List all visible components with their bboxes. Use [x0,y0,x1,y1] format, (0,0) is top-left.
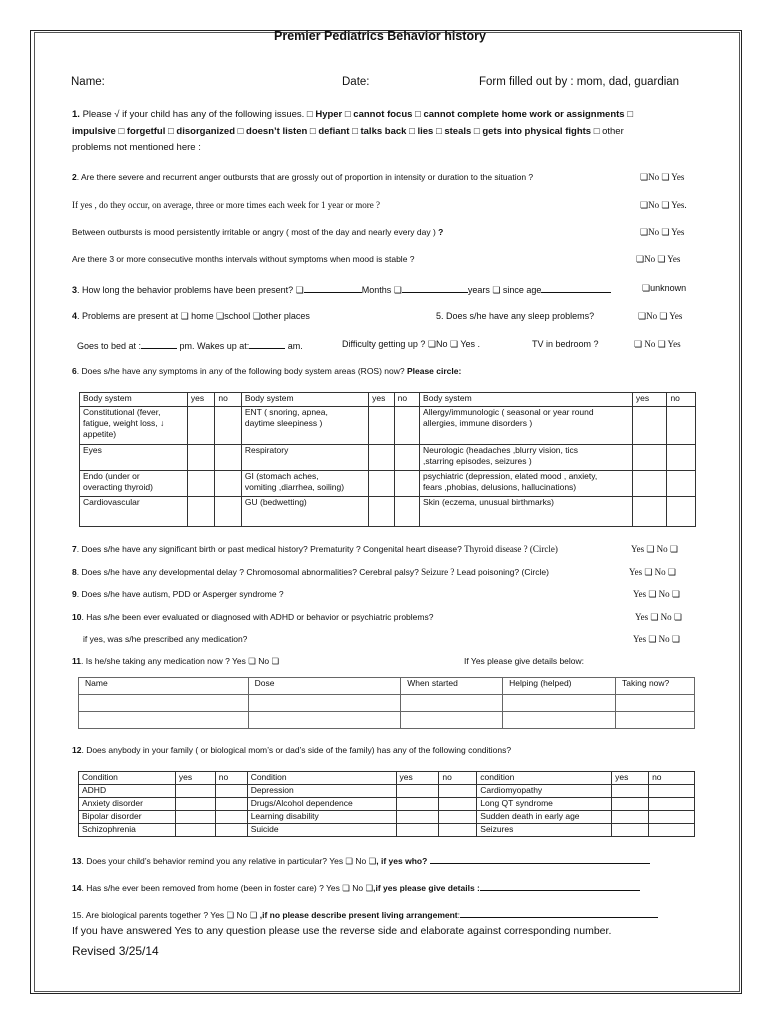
ros-cell: ENT ( snoring, apnea, daytime sleepiness ) [241,407,368,445]
ros-yes-box[interactable] [632,497,667,527]
family-row [79,811,695,824]
family-header: no [215,772,247,785]
family-no-box[interactable] [649,798,695,811]
meds-header: When started [401,678,503,695]
meds-header: Helping (helped) [503,678,616,695]
family-yes-box[interactable] [612,798,649,811]
ros-header: Body system [420,393,633,407]
ros-header: Body system [241,393,368,407]
family-yes-box[interactable] [175,798,215,811]
q2b-text: Between outbursts is mood persistently irritable or angry ( most of the day and nearly every day ) ? [72,227,444,237]
q3-months-field[interactable] [304,283,362,293]
q13-who-field[interactable] [430,854,650,864]
q7-answer[interactable]: Yes ❏ No ❏ [631,544,678,554]
meds-row[interactable] [79,712,695,729]
q1-line3: problems not mentioned here : [72,142,201,153]
family-yes-box[interactable] [396,824,439,837]
ros-no-box[interactable] [667,445,696,471]
sleep-times: Goes to bed at : pm. Wakes up at: am. [77,341,303,351]
family-no-box[interactable] [215,798,247,811]
ros-yes-box[interactable] [187,407,214,445]
ros-yes-box[interactable] [369,471,394,497]
revised-date: Revised 3/25/14 [72,944,159,958]
family-cell: Anxiety disorder [79,798,176,811]
ros-cell: Constitutional (fever, fatigue, weight loss, ↓ appetite) [80,407,188,445]
ros-yes-box[interactable] [187,497,214,527]
q10-text: 10. Has s/he been ever evaluated or diagnosed with ADHD or behavior or psychiatric problems? [72,612,434,622]
q10a-answer[interactable]: Yes ❏ No ❏ [633,634,680,644]
q3-unknown[interactable]: ❏unknown [642,283,687,293]
ros-no-box[interactable] [667,407,696,445]
family-cell: Bipolar disorder [79,811,176,824]
ros-no-box[interactable] [667,497,696,527]
q14-text[interactable]: 14. Has s/he ever been removed from home (been in foster care) ? Yes ❏ No ❏,if yes please give details : [72,881,640,894]
family-no-box[interactable] [649,824,695,837]
family-cell: Drugs/Alcohol dependence [247,798,396,811]
q2-text: 2. Are there severe and recurrent anger outbursts that are grossly out of proportion in intensity or duration to the situation ? [72,172,534,182]
q2a-answer[interactable]: ❏No ❏ Yes. [640,200,687,210]
meds-header-row [79,678,695,695]
meds-header: Taking now? [616,678,695,695]
family-header: Condition [247,772,396,785]
name-label: Name: [71,76,105,88]
ros-no-box[interactable] [394,407,419,445]
family-no-box[interactable] [215,785,247,798]
q8-text: 8. Does s/he have any developmental delay ? Chromosomal abnormalities? Cerebral palsy? Seizure ? Lead poisoning? (Circle) [72,567,549,577]
family-no-box[interactable] [439,798,477,811]
q2c-answer[interactable]: ❏No ❏ Yes [636,254,681,264]
tv-in-bedroom: TV in bedroom ? [532,339,599,349]
q13-text[interactable]: 13. Does your child’s behavior remind you any relative in particular? Yes ❏ No ❏, if yes who? [72,854,650,867]
family-cell: Depression [247,785,396,798]
ros-no-box[interactable] [394,445,419,471]
ros-yes-box[interactable] [187,445,214,471]
ros-cell: psychiatric (depression, elated mood , anxiety, fears ,phobias, delusions, hallucinations) [420,471,633,497]
family-no-box[interactable] [439,785,477,798]
ros-row [80,497,696,527]
ros-cell: GU (bedwetting) [241,497,368,527]
ros-no-box[interactable] [667,471,696,497]
q8-answer[interactable]: Yes ❏ No ❏ [629,567,676,577]
family-yes-box[interactable] [612,811,649,824]
family-header: no [649,772,695,785]
ros-header: yes [187,393,214,407]
family-no-box[interactable] [649,811,695,824]
family-header: condition [477,772,612,785]
family-yes-box[interactable] [612,785,649,798]
q2b-answer[interactable]: ❏No ❏ Yes [640,227,685,237]
ros-cell: Cardiovascular [80,497,188,527]
family-cell: ADHD [79,785,176,798]
family-cell: Long QT syndrome [477,798,612,811]
ros-yes-box[interactable] [187,471,214,497]
family-yes-box[interactable] [175,785,215,798]
family-cell: Cardiomyopathy [477,785,612,798]
ros-no-box[interactable] [394,497,419,527]
q9-text: 9. Does s/he have autism, PDD or Asperger syndrome ? [72,589,284,599]
family-yes-box[interactable] [396,798,439,811]
q6-text: 6. Does s/he have any symptoms in any of the following body system areas (ROS) now? Please circle: [72,366,462,376]
q5-answer[interactable]: ❏No ❏ Yes [638,311,683,321]
ros-cell: Neurologic (headaches ,blurry vision, tics ,starring episodes, seizures ) [420,445,633,471]
ros-yes-box[interactable] [369,445,394,471]
q1-line1: 1. Please √ if your child has any of the following issues. □ Hyper □ cannot focus □ cannot complete home work or assignments □ [72,109,633,120]
ros-header: yes [632,393,667,407]
q15-arrangement-field[interactable] [460,908,658,918]
q14-details-field[interactable] [480,881,640,891]
ros-header: yes [369,393,394,407]
family-cell: Sudden death in early age [477,811,612,824]
ros-header: no [667,393,696,407]
ros-row [80,471,696,497]
family-row [79,798,695,811]
ros-yes-box[interactable] [632,445,667,471]
q11-details: If Yes please give details below: [464,656,585,666]
ros-yes-box[interactable] [369,497,394,527]
family-row [79,824,695,837]
q2c-text: Are there 3 or more consecutive months intervals without symptoms when mood is stable ? [72,254,415,264]
family-no-box[interactable] [215,824,247,837]
form-title: Premier Pediatrics Behavior history [274,29,486,43]
q4-text: 4. Problems are present at ❏ home ❏school ❏other places [72,311,310,321]
difficulty-getting-up[interactable]: Difficulty getting up ? ❏No ❏ Yes . [342,339,481,349]
ros-no-box[interactable] [394,471,419,497]
ros-yes-box[interactable] [369,407,394,445]
ros-row [80,445,696,471]
family-yes-box[interactable] [396,811,439,824]
date-label: Date: [342,76,370,88]
ros-yes-box[interactable] [632,471,667,497]
family-header: yes [612,772,649,785]
family-yes-box[interactable] [612,824,649,837]
ros-header: Body system [80,393,188,407]
family-header: no [439,772,477,785]
ros-cell: Endo (under or overacting thyroid) [80,471,188,497]
ros-header: no [394,393,419,407]
ros-cell: Respiratory [241,445,368,471]
ros-no-box[interactable] [215,445,241,471]
ros-header: no [215,393,241,407]
meds-header: Dose [248,678,401,695]
ros-row [80,407,696,445]
family-no-box[interactable] [439,824,477,837]
ros-no-box[interactable] [215,497,241,527]
family-header: yes [175,772,215,785]
family-cell: Suicide [247,824,396,837]
bedtime-field[interactable] [141,339,177,349]
q2-answer[interactable]: ❏No ❏ Yes [640,172,685,182]
q9-answer[interactable]: Yes ❏ No ❏ [633,589,680,599]
family-header-row [79,772,695,785]
family-cell: Seizures [477,824,612,837]
wake-time-field[interactable] [249,339,285,349]
family-no-box[interactable] [649,785,695,798]
ros-yes-box[interactable] [632,407,667,445]
family-yes-box[interactable] [175,824,215,837]
family-cell: Learning disability [247,811,396,824]
filled-by-label: Form filled out by : mom, dad, guardian [479,76,680,88]
q10-answer[interactable]: Yes ❏ No ❏ [635,612,682,622]
tv-answer[interactable]: ❏ No ❏ Yes [634,339,681,349]
ros-no-box[interactable] [215,407,241,445]
q10a-text: if yes, was s/he prescribed any medication? [83,634,248,644]
q15-text[interactable]: 15. Are biological parents together ? Yes ❏ No ❏ ,if no please describe present living arrangement: [72,908,658,921]
ros-header-row [80,393,696,407]
ros-cell: Eyes [80,445,188,471]
q7-text: 7. Does s/he have any significant birth or past medical history? Prematurity ? Congenital heart disease? Thyroid disease ? (Circle) [72,544,558,554]
q2a-text: If yes , do they occur, on average, three or more times each week for 1 year or more ? [72,200,380,210]
ros-cell: Allergy/immunologic ( seasonal or year round allergies, immune disorders ) [420,407,633,445]
family-no-box[interactable] [439,811,477,824]
family-cell: Schizophrenia [79,824,176,837]
q5-text: 5. Does s/he have any sleep problems? [436,311,595,321]
q3-years-field[interactable] [402,283,468,293]
family-yes-box[interactable] [396,785,439,798]
q3-since-age-field[interactable] [541,283,611,293]
footer-note: If you have answered Yes to any question please use the reverse side and elaborate against corresponding number. [72,925,612,937]
q11-text[interactable]: 11. Is he/she taking any medication now ? Yes ❏ No ❏ [72,656,280,666]
meds-header: Name [79,678,249,695]
family-header: yes [396,772,439,785]
medications-table [78,677,695,729]
family-yes-box[interactable] [175,811,215,824]
ros-table [79,392,696,527]
ros-cell: GI (stomach aches, vomiting ,diarrhea, soiling) [241,471,368,497]
ros-no-box[interactable] [215,471,241,497]
family-no-box[interactable] [215,811,247,824]
family-header: Condition [79,772,176,785]
ros-cell: Skin (eczema, unusual birthmarks) [420,497,633,527]
family-history-table [78,771,695,837]
q12-text: 12. Does anybody in your family ( or biological mom’s or dad’s side of the family) has any of the following conditions? [72,745,512,755]
family-row [79,785,695,798]
meds-row[interactable] [79,695,695,712]
q1-line2: impulsive □ forgetful □ disorganized □ doesn’t listen □ defiant □ talks back □ lies □ steals □ gets into physical fights □ other [72,126,624,137]
q3-text: 3. How long the behavior problems have been present? ❏ Months ❏ years ❏ since age [72,283,611,296]
